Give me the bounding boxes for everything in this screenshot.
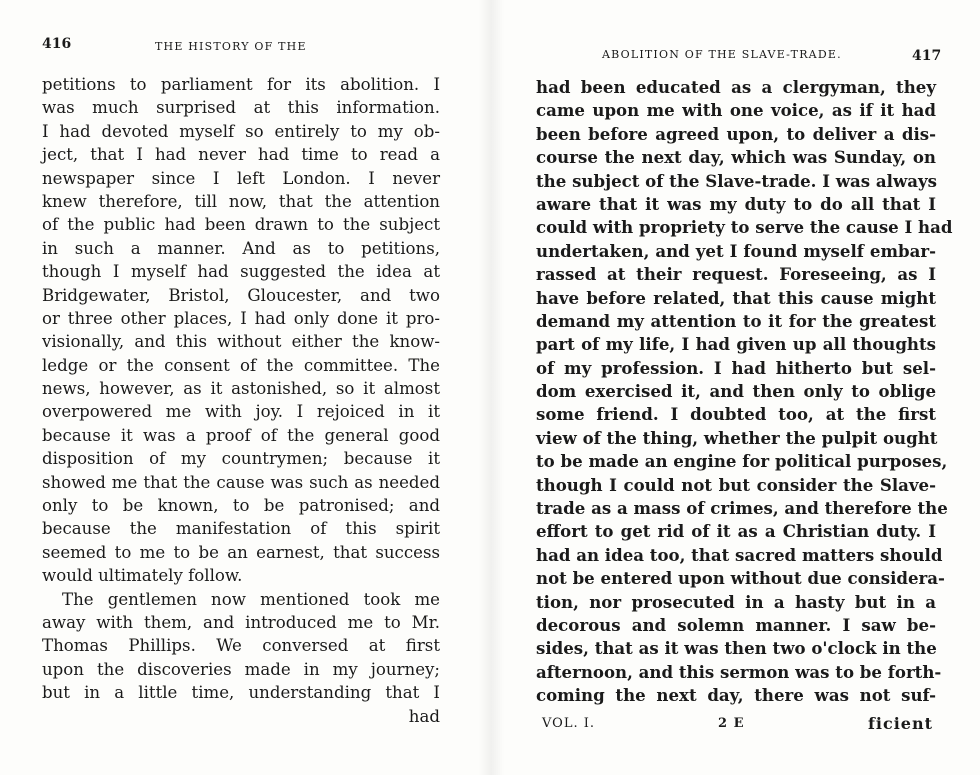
- text-line: ject, that I had never had time to read a: [42, 145, 440, 165]
- left-page-number: 416: [42, 36, 72, 52]
- text-line: newspaper since I left London. I never: [42, 168, 440, 188]
- text-line: visionally, and this without either the know-: [42, 332, 440, 352]
- text-line: Thomas Phillips. We conversed at first: [42, 636, 440, 656]
- text-line: not be entered upon without due considera-: [536, 568, 945, 589]
- text-line: sides, that as it was then two o'clock in the: [536, 638, 937, 659]
- text-line: though I could not but consider the Slave-: [536, 474, 936, 495]
- text-line: of the public had been drawn to the subject: [42, 215, 440, 235]
- text-line: only to be known, to be patronised; and: [42, 496, 440, 516]
- text-line: demand my attention to it for the greatest: [536, 310, 936, 331]
- volume-mark: VOL. I.: [542, 716, 595, 731]
- left-page-text: [42, 73, 440, 728]
- text-line: coming the next day, there was not suf-: [536, 685, 936, 706]
- text-line: effort to get rid of it as a Christian duty. I: [536, 521, 936, 542]
- text-line: part of my life, I had given up all thoughts: [536, 334, 936, 355]
- text-line: some friend. I doubted too, at the first: [536, 404, 936, 425]
- text-line: would ultimately follow.: [42, 566, 243, 586]
- text-line: tion, nor prosecuted in a hasty but in a: [536, 591, 936, 612]
- text-line: to be made an engine for political purposes,: [536, 451, 948, 472]
- text-line: ledge or the consent of the committee. The: [42, 355, 440, 375]
- text-line: seemed to me to be an earnest, that success: [42, 542, 440, 562]
- text-line: though I myself had suggested the idea at: [42, 262, 440, 282]
- text-line: showed me that the cause was such as needed: [42, 472, 440, 492]
- text-line: disposition of my countrymen; because it: [42, 449, 440, 469]
- text-line: course the next day, which was Sunday, on: [536, 147, 936, 168]
- text-line: petitions to parliament for its abolition. I: [42, 75, 440, 94]
- right-page-number: 417: [912, 48, 942, 64]
- catchword: had: [408, 706, 440, 726]
- text-line: decorous and solemn manner. I saw be-: [536, 614, 936, 635]
- text-line: was much surprised at this information.: [42, 98, 440, 118]
- right-page-text: [536, 76, 953, 708]
- text-line: undertaken, and yet I found myself embar-: [536, 240, 936, 261]
- text-line: could with propriety to serve the cause I had: [536, 217, 953, 238]
- text-line: of my profession. I had hitherto but sel-: [536, 357, 936, 378]
- text-line: overpowered me with joy. I rejoiced in it: [42, 402, 440, 422]
- text-line: knew therefore, till now, that the attention: [42, 191, 440, 211]
- text-line: view of the thing, whether the pulpit ought: [536, 427, 938, 448]
- text-line: rassed at their request. Foreseeing, as I: [536, 264, 936, 285]
- text-line: the subject of the Slave-trade. I was always: [536, 170, 937, 191]
- text-line: afternoon, and this sermon was to be forth-: [536, 661, 942, 682]
- text-line: Bridgewater, Bristol, Gloucester, and two: [42, 285, 440, 305]
- left-running-head: THE HISTORY OF THE: [155, 40, 307, 53]
- text-line: had an idea too, that sacred matters should: [536, 544, 943, 565]
- paragraph-start-line: The gentlemen now mentioned took me: [62, 589, 440, 609]
- text-line: been before agreed upon, to deliver a dis-: [536, 123, 936, 144]
- text-line: because it was a proof of the general good: [42, 425, 440, 445]
- text-line: came upon me with one voice, as if it had: [536, 100, 936, 121]
- text-line: I had devoted myself so entirely to my ob-: [42, 121, 440, 141]
- text-line: news, however, as it astonished, so it almost: [42, 379, 440, 399]
- text-line: or three other places, I had only done it pro-: [42, 308, 440, 328]
- catchword: ficient: [868, 714, 933, 733]
- text-line: but in a little time, understanding that I: [42, 683, 440, 703]
- text-line: upon the discoveries made in my journey;: [42, 659, 440, 679]
- text-line: have before related, that this cause might: [536, 287, 936, 308]
- text-line: aware that it was my duty to do all that I: [536, 193, 936, 214]
- text-line: away with them, and introduced me to Mr.: [42, 612, 440, 632]
- text-line: in such a manner. And as to petitions,: [42, 238, 440, 258]
- right-running-head: ABOLITION OF THE SLAVE-TRADE.: [602, 48, 842, 61]
- right-page: [490, 0, 980, 775]
- text-line: had been educated as a clergyman, they: [536, 77, 936, 97]
- text-line: trade as a mass of crimes, and therefore the: [536, 498, 948, 519]
- text-line: because the manifestation of this spirit: [42, 519, 440, 539]
- text-line: dom exercised it, and then only to oblige: [536, 381, 936, 402]
- signature-mark: 2 E: [718, 716, 745, 731]
